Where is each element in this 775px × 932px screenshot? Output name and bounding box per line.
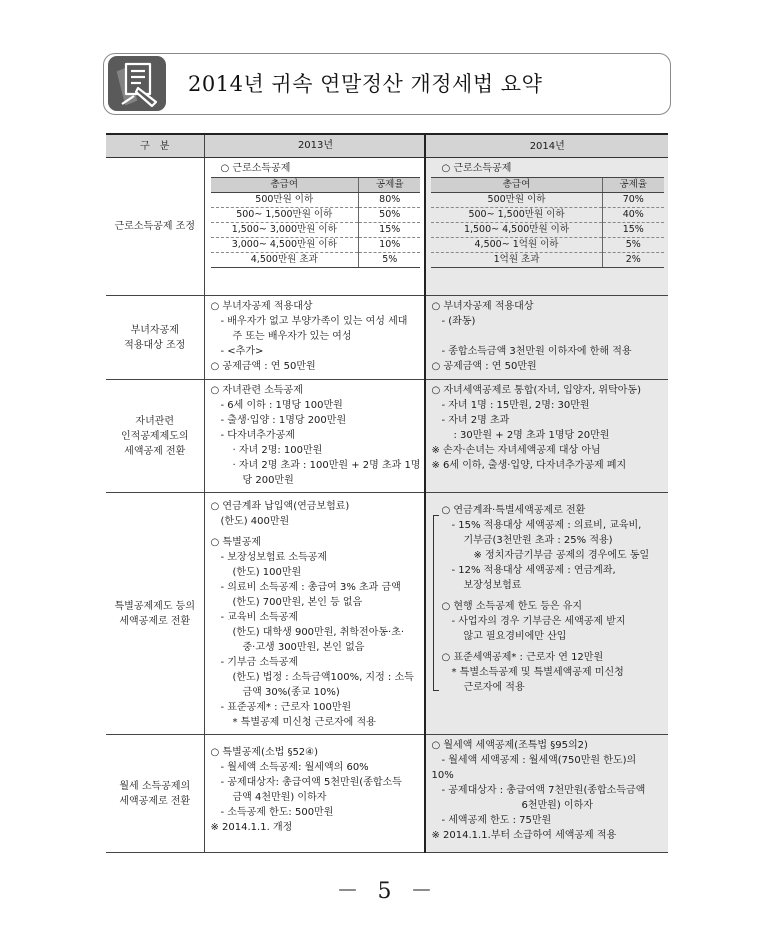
cell-text: 6천만원) 이하자 [521,800,593,811]
cell-text: ○ 부녀자공제 적용대상 [431,301,534,312]
cell-text: (한도) 법정 : 소득금액100%, 지정 : 소득 [232,672,414,683]
cell-2014 [425,380,668,493]
row-label-line: 세액공제로 전환 [119,615,191,627]
rate-header: 공제율 [602,178,664,193]
title-box [103,53,671,115]
row-label-line: 부녀자공제 [130,324,179,336]
cell-text: - 월세액 세액공제 : 월세액(750만원 한도)의 [441,755,637,766]
cell-text: ○ 현행 소득공제 한도 등은 유지 [441,601,583,612]
row-label [106,735,204,853]
table-row [106,158,668,296]
cell-text: - (좌동) [441,316,476,327]
cell-text: 보장성보험료 [463,580,522,591]
cell-text: ※ 손자·손녀는 자녀세액공제 대상 아님 [431,445,601,456]
cell-text: ○ 근로소득공제 [220,163,291,174]
cell-text: ○ 근로소득공제 [441,163,512,174]
cell-text: (한도) 700만원, 본인 등 없음 [232,597,363,608]
row-label-line: 자녀관련 [135,415,175,427]
cell-2014 [425,296,668,380]
cell-text: 10% [431,770,454,781]
cell-text: - 15% 적용대상 세액공제 : 의료비, 교육비, [451,520,642,531]
cell-text: - 배우자가 없고 부양가족이 있는 여성 세대 [220,316,408,327]
cell-text: ○ 자녀관련 소득공제 [210,385,303,396]
cell-2013 [204,158,425,296]
cell-text: · 자녀 2명: 100만원 [232,445,323,456]
cell-text: 기부금(3천만원 초과 : 25% 적용) [463,535,613,546]
cell-text: ○ 특별공제(소법 §52④) [210,747,319,758]
rate-value: 2% [602,253,664,268]
cell-text: - 세액공제 한도 : 75만원 [441,815,552,826]
bracket-group [431,503,664,695]
cell-text: (한도) 400만원 [220,516,290,527]
rate-header: 총급여 [431,178,602,193]
cell-text: - 월세액 소득공제: 월세액의 60% [220,762,369,773]
cell-text: - <추가> [220,346,264,357]
cell-text: ※ 2014.1.1. 개정 [210,822,293,833]
cell-text: - 12% 적용대상 세액공제 : 연금계좌, [451,565,616,576]
cell-text: ※ 2014.1.1.부터 소급하여 세액공제 적용 [431,830,617,841]
rate-range: 500~ 1,500만원 이하 [211,208,359,223]
cell-text: - 공제대상자: 총급여액 5천만원(종합소득 [220,777,402,788]
rate-table-2014 [431,177,664,268]
rate-value: 15% [602,223,664,238]
cell-text: * 특별소득공제 및 특별세액공제 미신청 [451,667,624,678]
rate-value: 10% [358,238,420,253]
rate-range: 500만원 이하 [431,193,602,208]
cell-text: 주 또는 배우자가 있는 여성 [232,331,352,342]
tax-reform-table [106,133,668,853]
cell-text: ○ 연금계좌·특별세액공제로 전환 [441,505,586,516]
table-header-row [106,134,668,158]
cell-text: - 종합소득금액 3천만원 이하자에 한해 적용 [441,346,632,357]
cell-text: - 기부금 소득공제 [220,657,299,668]
cell-text: ○ 표준세액공제* : 근로자 연 12만원 [441,652,604,663]
rate-range: 1,500~ 3,000만원 이하 [211,223,359,238]
cell-text: 금액 4천만원) 이하자 [232,792,327,803]
cell-text: 중·고생 300만원, 본인 없음 [242,642,365,653]
cell-text: ○ 자녀세액공제로 통합(자녀, 입양자, 위탁아동) [431,385,641,396]
cell-text: - 소득공제 한도: 500만원 [220,807,334,818]
cell-2014 [425,158,668,296]
cell-text [431,329,664,344]
rate-range: 500만원 이하 [211,193,359,208]
table-row [106,380,668,493]
row-label [106,493,204,735]
cell-text: 당 200만원 [242,475,294,486]
rate-range: 1억원 초과 [431,253,602,268]
cell-text: - 6세 이하 : 1명당 100만원 [220,400,343,411]
cell-2014 [425,493,668,735]
cell-text: ○ 공제금액 : 연 50만원 [431,361,537,372]
rate-range: 4,500~ 1억원 이하 [431,238,602,253]
cell-text: - 교육비 소득공제 [220,612,299,623]
row-label-line: 적용대상 조정 [124,339,186,351]
cell-text: ○ 특별공제 [210,537,262,548]
rate-value: 70% [602,193,664,208]
cell-text: - 보장성보험료 소득공제 [220,552,328,563]
rate-range: 4,500만원 초과 [211,253,359,268]
rate-value: 5% [602,238,664,253]
cell-text: ○ 연금계좌 납입액(연금보험료) [210,501,350,512]
cell-2013 [204,380,425,493]
cell-2013 [204,296,425,380]
rate-header: 총급여 [211,178,359,193]
row-label-line: 월세 소득공제의 [119,780,191,792]
rate-value: 50% [358,208,420,223]
page-title: 2014년 귀속 연말정산 개정세법 요약 [188,72,543,96]
cell-text: - 사업자의 경우 기부금은 세액공제 받지 [451,616,626,627]
table-row [106,493,668,735]
page-number: － 5 － [336,879,439,904]
cell-text: 근로자에 적용 [463,682,525,693]
cell-text: - 자녀 2명 초과 [441,415,510,426]
rate-value: 40% [602,208,664,223]
cell-2013 [204,493,425,735]
cell-text: ※ 6세 이하, 출생·입양, 다자녀추가공제 폐지 [431,460,627,471]
cell-text: - 다자녀추가공제 [220,430,295,441]
cell-text: - 자녀 1명 : 15만원, 2명: 30만원 [441,400,590,411]
row-label-line: 세액공제로 전환 [119,795,191,807]
cell-2013 [204,735,425,853]
document-notes-icon [108,56,166,111]
cell-text: ○ 공제금액 : 연 50만원 [210,361,316,372]
cell-text: - 공제대상자 : 총급여액 7천만원(종합소득금액 [441,785,646,796]
rate-range: 500~ 1,500만원 이하 [431,208,602,223]
header-2013: 2013년 [204,134,425,158]
cell-text: : 30만원 + 2명 초과 1명당 20만원 [453,430,610,441]
rate-value: 80% [358,193,420,208]
rate-header: 공제율 [358,178,420,193]
cell-text: - 의료비 소득공제 : 총급여 3% 초과 금액 [220,582,401,593]
table-row [106,735,668,853]
rate-range: 3,000~ 4,500만원 이하 [211,238,359,253]
rate-table-2013 [211,177,421,268]
cell-text: * 특별공제 미신청 근로자에 적용 [232,717,376,728]
rate-value: 15% [358,223,420,238]
row-label [106,380,204,493]
row-label [106,296,204,380]
cell-text: ○ 월세액 세액공제(조특법 §95의2) [431,740,588,751]
rate-range: 1,500~ 4,500만원 이하 [431,223,602,238]
row-label: 근로소득공제 조정 [106,158,204,296]
row-label-line: 인적공제제도의 [120,430,189,442]
header-category: 구 분 [106,134,204,158]
cell-text: 않고 필요경비에만 산입 [463,631,567,642]
rate-value: 5% [358,253,420,268]
cell-text: ※ 정치자금기부금 공제의 경우에도 동일 [473,550,650,561]
header-2014: 2014년 [425,134,668,158]
cell-text: - 표준공제* : 근로자 100만원 [220,702,352,713]
cell-text: ○ 부녀자공제 적용대상 [210,301,313,312]
cell-text: 금액 30%(종교 10%) [242,687,340,698]
row-label-line: 세액공제 전환 [124,445,186,457]
cell-text: · 자녀 2명 초과 : 100만원 + 2명 초과 1명 [232,460,421,471]
cell-text: (한도) 대학생 900만원, 취학전아동·초· [232,627,405,638]
cell-2014 [425,735,668,853]
table-row [106,296,668,380]
row-label-line: 특별공제제도 등의 [114,600,195,612]
cell-text: (한도) 100만원 [232,567,302,578]
cell-text: - 출생·입양 : 1명당 200만원 [220,415,347,426]
